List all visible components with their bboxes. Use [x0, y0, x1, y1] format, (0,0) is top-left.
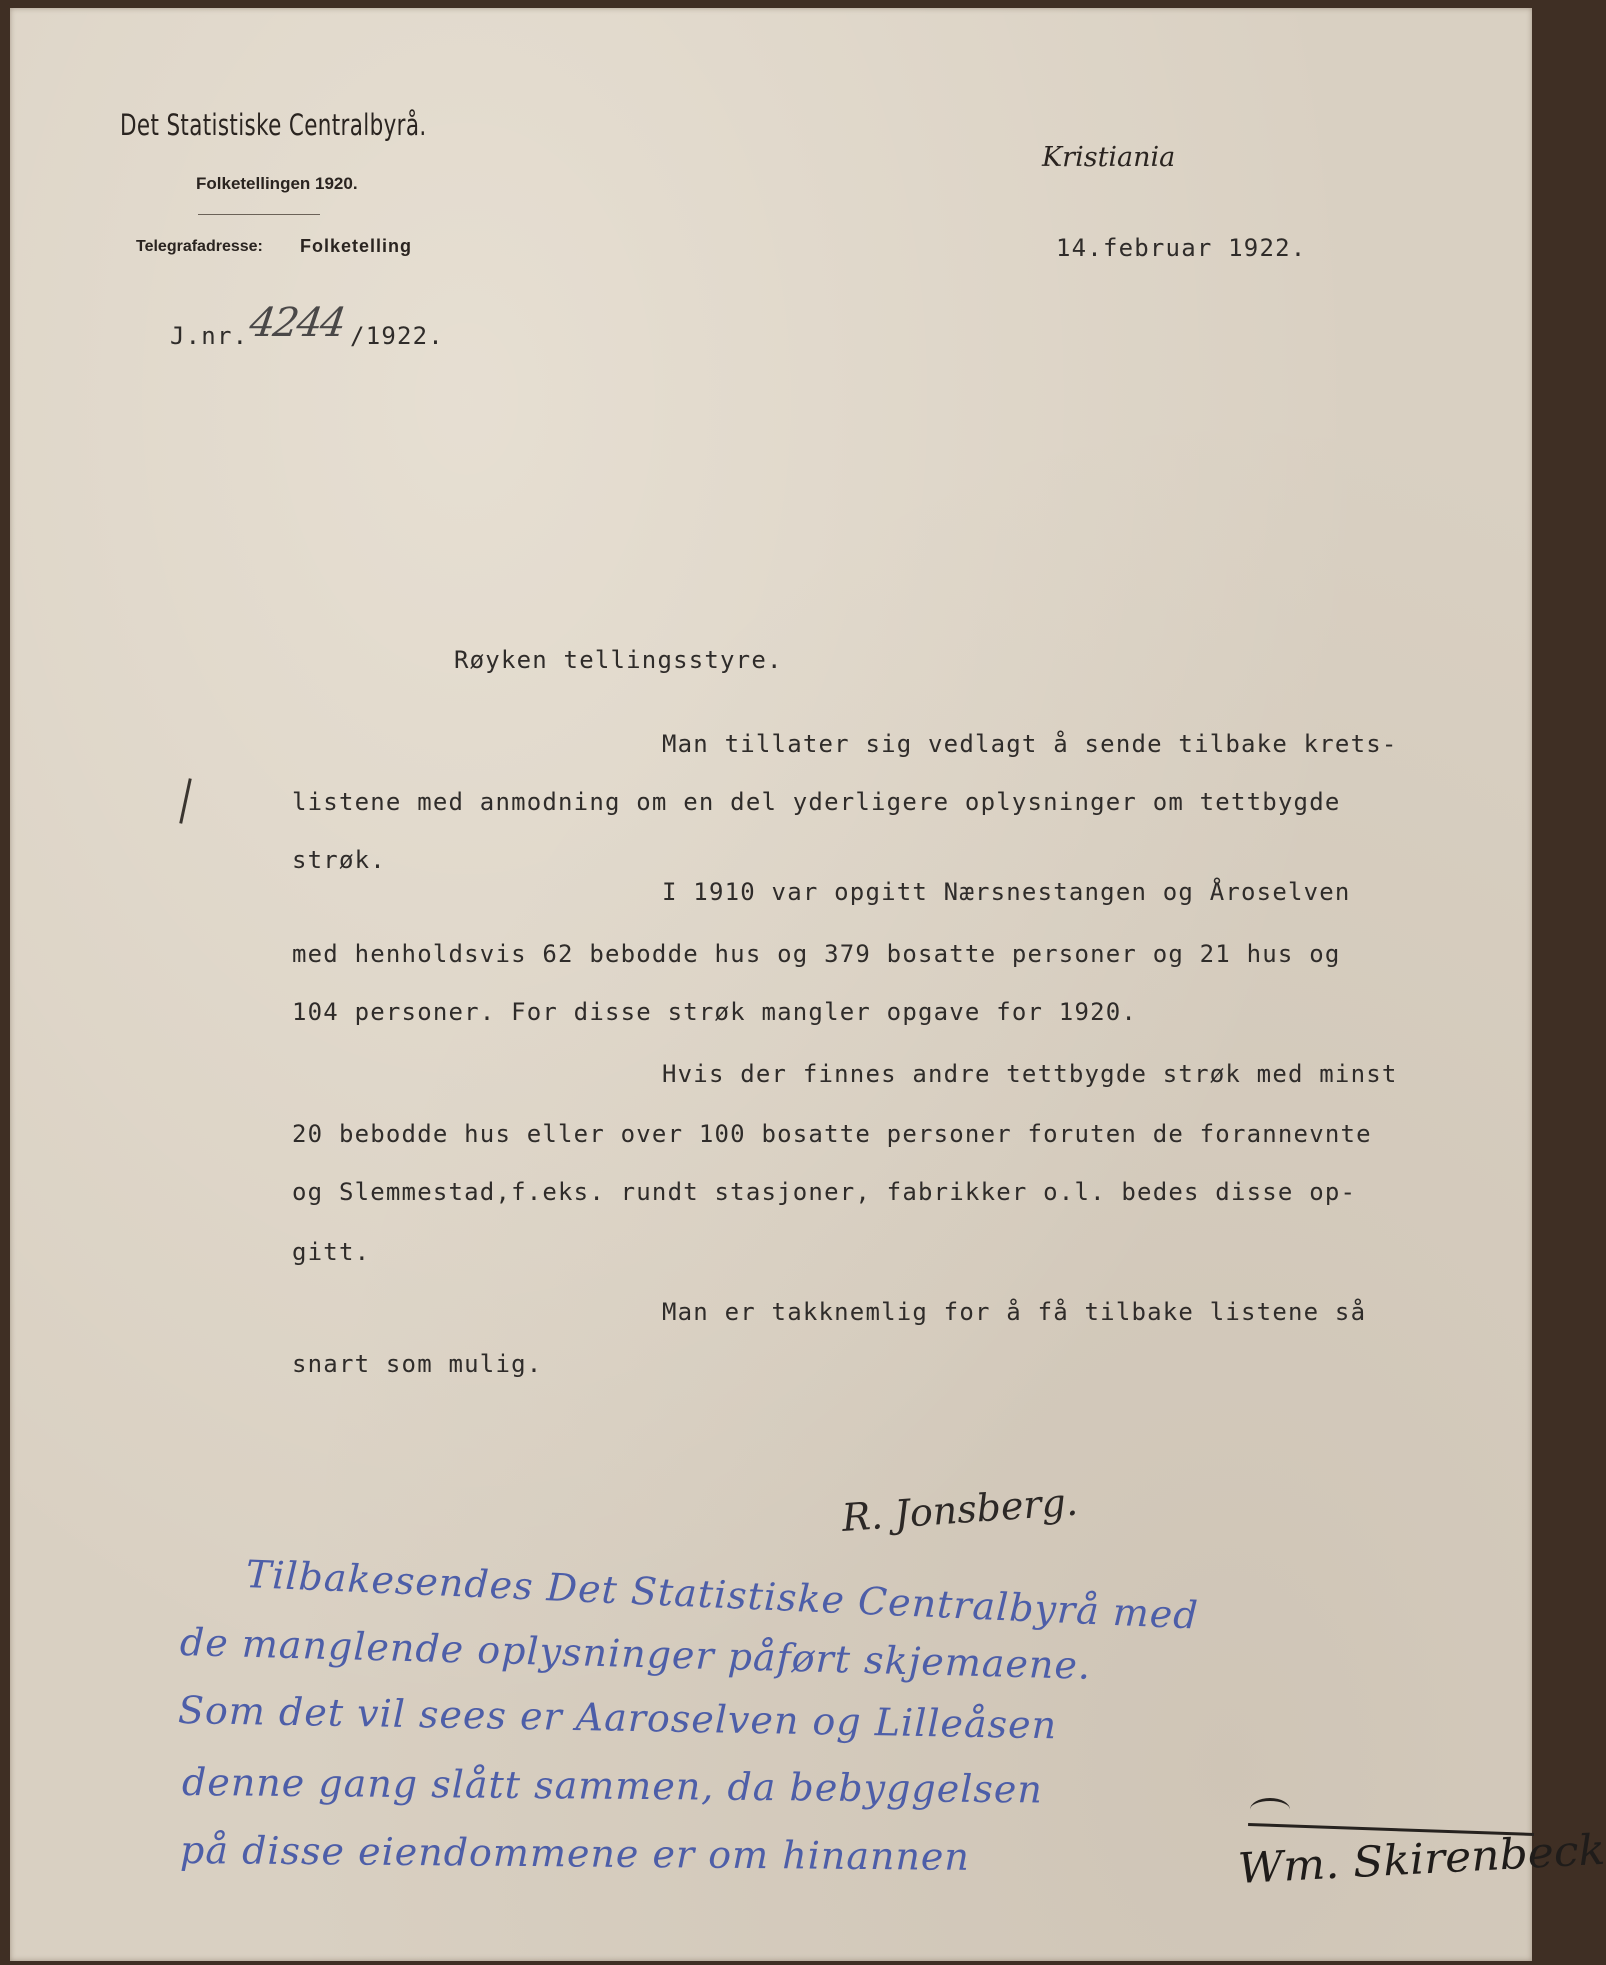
letterhead-divider [198, 214, 320, 215]
letterhead-organization: Det Statistiske Centralbyrå. [120, 108, 427, 142]
journal-prefix: J.nr. [170, 322, 249, 350]
signature-flourish [1250, 1798, 1290, 1821]
journal-number-handwritten: 4244 [247, 300, 348, 346]
handwritten-line: på disse eiendommene er om hinannen [179, 1828, 971, 1879]
handwritten-line: denne gang slått sammen, da bebyggelsen [181, 1760, 1044, 1812]
body-line: gitt. [292, 1238, 371, 1266]
body-line: Man tillater sig vedlagt å sende tilbake krets- [662, 730, 1398, 758]
body-line: listene med anmodning om en del yderligere oplysninger om tettbygde [292, 788, 1341, 816]
letterhead-city: Kristiania [1042, 142, 1176, 173]
recipient: Røyken tellingsstyre. [454, 646, 783, 674]
telegram-address-label: Telegrafadresse: [136, 238, 263, 255]
letterhead-census: Folketellingen 1920. [196, 174, 358, 193]
sender-signature: R. Jonsberg. [840, 1479, 1080, 1540]
letter-page [10, 8, 1606, 1961]
body-line: 20 bebodde hus eller over 100 bosatte personer foruten de forannevnte [292, 1120, 1372, 1148]
body-line: strøk. [292, 846, 386, 874]
letter-date: 14.februar 1922. [1056, 234, 1307, 262]
body-line: I 1910 var opgitt Nærsnestangen og Åroselven [662, 878, 1351, 906]
body-line: Man er takknemlig for å få tilbake listene så [662, 1298, 1367, 1326]
handwritten-line: Tilbakesendes Det Statistiske Centralbyrå med [245, 1552, 1200, 1638]
journal-suffix: /1922. [350, 322, 444, 350]
body-line: 104 personer. For disse strøk mangler opgave for 1920. [292, 998, 1138, 1026]
body-line: snart som mulig. [292, 1350, 543, 1378]
margin-mark [179, 778, 191, 824]
body-line: med henholdsvis 62 bebodde hus og 379 bosatte personer og 21 hus og [292, 940, 1341, 968]
handwritten-line: Som det vil sees er Aaroselven og Lilleåsen [177, 1688, 1058, 1748]
telegram-address-value: Folketelling [300, 236, 413, 256]
handwritten-line: de manglende oplysninger påført skjemaene. [179, 1620, 1092, 1688]
body-line: og Slemmestad,f.eks. rundt stasjoner, fabrikker o.l. bedes disse op- [292, 1178, 1357, 1206]
handwritten-signature: Wm. Skirenbeck [1236, 1824, 1606, 1893]
journal-number [170, 300, 444, 354]
body-line: Hvis der finnes andre tettbygde strøk med minst [662, 1060, 1398, 1088]
